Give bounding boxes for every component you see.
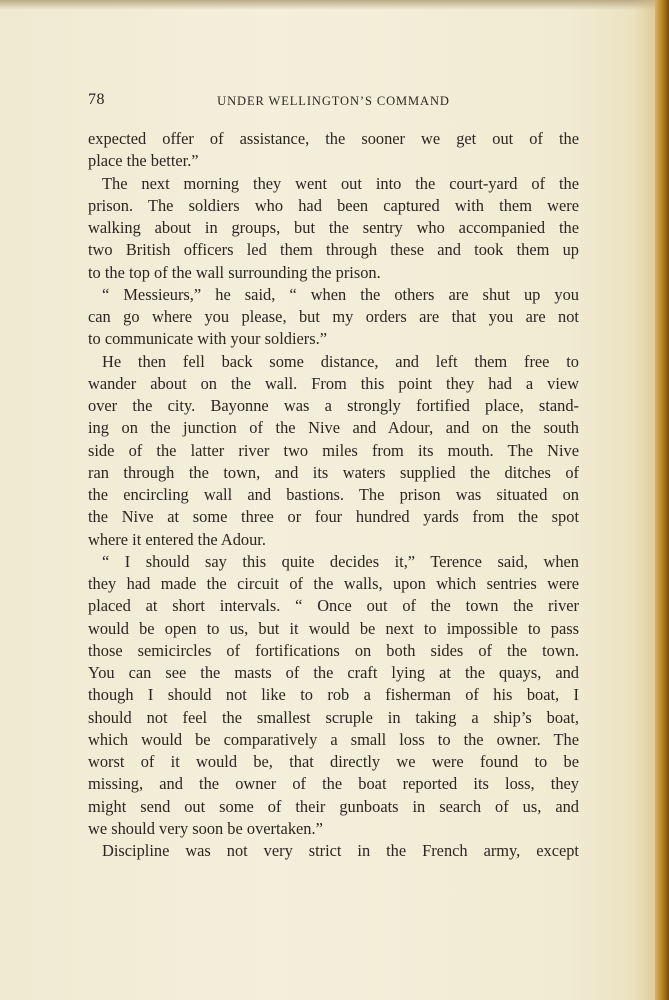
text-line: He then fell back some distance, and left them free to bbox=[102, 351, 579, 371]
text-line: might send out some of their gunboats in search of us, and bbox=[88, 796, 579, 816]
text-line: can go where you please, but my orders are that you are not bbox=[88, 307, 579, 326]
running-head: UNDER WELLINGTON’S COMMAND bbox=[217, 94, 450, 108]
top-shadow bbox=[0, 0, 669, 10]
binding-shade bbox=[633, 0, 655, 1000]
text-line: “ I should say this quite decides it,” Terence said, when bbox=[102, 551, 579, 571]
text-line: two British officers led them through these and took them up bbox=[88, 240, 579, 260]
text-line: You can see the masts of the craft lying at the quays, and bbox=[88, 663, 579, 682]
text-line: where it entered the Adour. bbox=[88, 529, 266, 549]
text-line: ing on the junction of the Nive and Adour, and on the south bbox=[88, 418, 579, 438]
text-line: should not feel the smallest scruple in taking a ship’s boat, bbox=[88, 707, 579, 727]
text-line: Discipline was not very strict in the French army, except bbox=[102, 841, 579, 860]
text-line: prison. The soldiers who had been captured with them were bbox=[88, 195, 579, 215]
text-line: walking about in groups, but the sentry who accompanied the bbox=[88, 218, 579, 237]
text-line: which would be comparatively a small loss to the owner. The bbox=[88, 729, 579, 749]
text-line: ran through the town, and its waters supplied the ditches of bbox=[88, 462, 579, 482]
body-text bbox=[88, 128, 579, 862]
text-line: worst of it would be, that directly we were found to be bbox=[88, 752, 579, 771]
page-header bbox=[88, 91, 579, 111]
text-line: missing, and the owner of the boat reported its loss, they bbox=[88, 774, 579, 794]
text-line: to the top of the wall surrounding the prison. bbox=[88, 262, 381, 282]
text-line: side of the latter river two miles from its mouth. The Nive bbox=[88, 440, 579, 460]
text-line: would be open to us, but it would be next to impossible to pass bbox=[88, 618, 579, 638]
text-line: though I should not like to rob a fisherman of his boat, I bbox=[88, 685, 579, 705]
text-line: expected offer of assistance, the sooner we get out of the bbox=[88, 129, 579, 148]
text-line: over the city. Bayonne was a strongly fortified place, stand- bbox=[88, 396, 579, 415]
text-line: “ Messieurs,” he said, “ when the others are shut up you bbox=[102, 284, 579, 304]
page-edge bbox=[655, 0, 669, 1000]
text-line: the Nive at some three or four hundred yards from the spot bbox=[88, 507, 579, 527]
text-line: the encircling wall and bastions. The prison was situated on bbox=[88, 485, 579, 504]
text-line: to communicate with your soldiers.” bbox=[88, 329, 327, 349]
text-line: wander about on the wall. From this point they had a view bbox=[88, 373, 579, 393]
text-line: The next morning they went out into the court-yard of the bbox=[102, 173, 579, 193]
text-line: those semicircles of fortifications on both sides of the town. bbox=[88, 640, 579, 660]
text-line: we should very soon be overtaken.” bbox=[88, 818, 323, 838]
text-line: placed at short intervals. “ Once out of the town the river bbox=[88, 596, 579, 616]
text-line: place the better.” bbox=[88, 151, 199, 171]
page-number: 78 bbox=[88, 91, 105, 108]
text-line: they had made the circuit of the walls, upon which sentries were bbox=[88, 574, 579, 593]
